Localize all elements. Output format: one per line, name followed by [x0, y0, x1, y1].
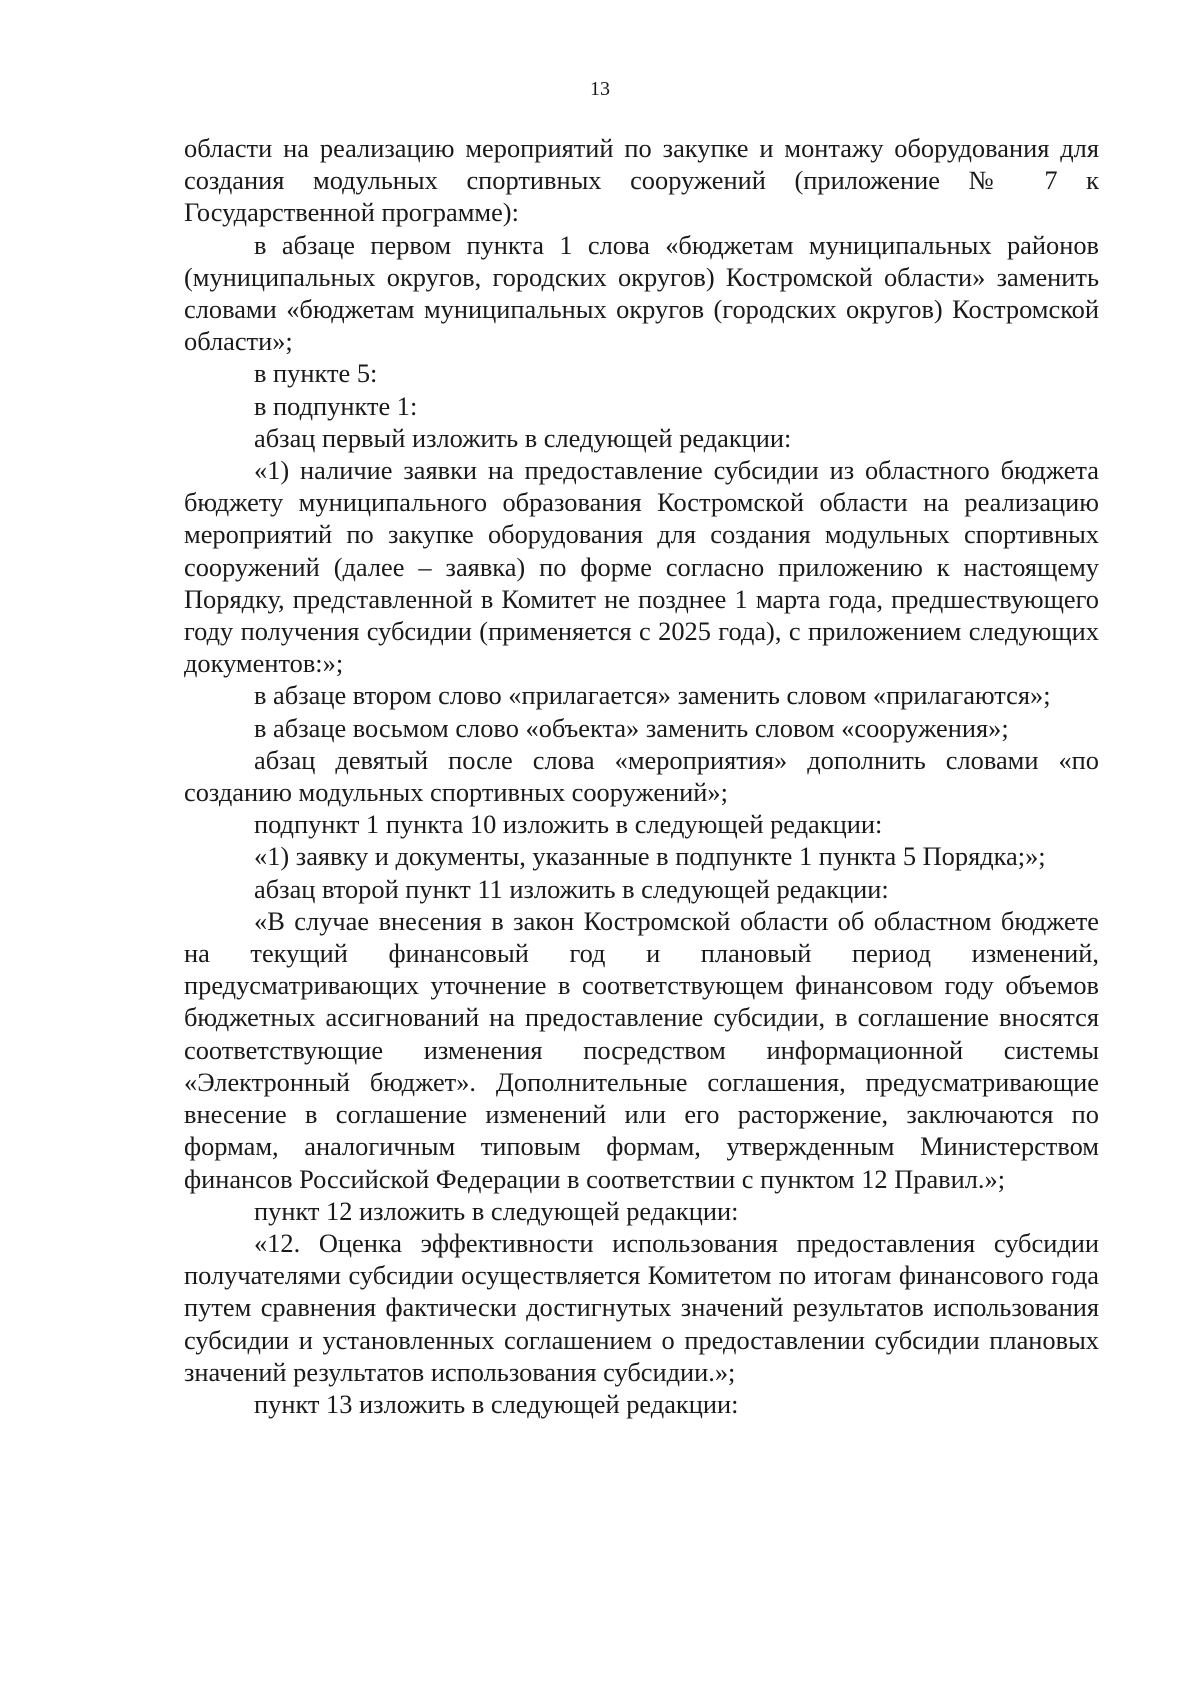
paragraph: подпункт 1 пункта 10 изложить в следующей редакции:	[254, 809, 883, 840]
paragraph: «1) заявку и документы, указанные в подпункте 1 пункта 5 Порядка;»;	[254, 841, 1046, 872]
document-body	[184, 132, 1099, 1420]
paragraph: «12. Оценка эффективности использования предоставления субсидии получателями субсидии осуществляется Комитетом по итогам финансового года путем сравнения фактически достигнутых значений результатов использования субсидии и установленных соглашением о предоставлении субсидии плановых значений результатов использования субсидии.»;	[184, 1227, 1099, 1387]
paragraph: пункт 13 изложить в следующей редакции:	[254, 1388, 739, 1419]
paragraph: в абзаце восьмом слово «объекта» заменить словом «сооружения»;	[254, 712, 1009, 743]
paragraph: абзац второй пункт 11 изложить в следующей редакции:	[254, 873, 889, 904]
paragraph: абзац первый изложить в следующей редакции:	[254, 422, 792, 453]
paragraph: «В случае внесения в закон Костромской области об областном бюджете на текущий финансовый год и плановый период изменений, предусматривающих уточнение в соответствующем финансовом году объемов бюджетных ассигнований на предоставление субсидии, в соглашение вносятся соответствующие изменения посредством информационной системы «Электронный бюджет». Дополнительные соглашения, предусматривающие внесение в соглашение изменений или его расторжение, заключаются по формам, аналогичным типовым формам, утвержденным Министерством финансов Российской Федерации в соответствии с пунктом 12 Правил.»;	[184, 905, 1099, 1194]
paragraph: в подпункте 1:	[254, 390, 418, 421]
paragraph: в пункте 5:	[254, 358, 378, 389]
paragraph: пункт 12 изложить в следующей редакции:	[254, 1195, 739, 1226]
paragraph: области на реализацию мероприятий по закупке и монтажу оборудования для создания модульных спортивных сооружений (приложение № 7 к Государственной программе):	[184, 133, 1099, 228]
page-number: 13	[590, 78, 610, 100]
paragraph: абзац девятый после слова «мероприятия» дополнить словами «по созданию модульных спортивных сооружений»;	[184, 744, 1099, 808]
paragraph: «1) наличие заявки на предоставление субсидии из областного бюджета бюджету муниципального образования Костромской области на реализацию мероприятий по закупке оборудования для создания модульных спортивных сооружений (далее – заявка) по форме согласно приложению к настоящему Порядку, представленной в Комитет не позднее 1 марта года, предшествующего году получения субсидии (применяется с 2025 года), с приложением следующих документов:»;	[184, 455, 1099, 679]
paragraph: в абзаце первом пункта 1 слова «бюджетам муниципальных районов (муниципальных округов, городских округов) Костромской области» заменить словами «бюджетам муниципальных округов (городских округов) Костромской области»;	[184, 229, 1099, 357]
paragraph: в абзаце втором слово «прилагается» заменить словом «прилагаются»;	[254, 680, 1051, 711]
